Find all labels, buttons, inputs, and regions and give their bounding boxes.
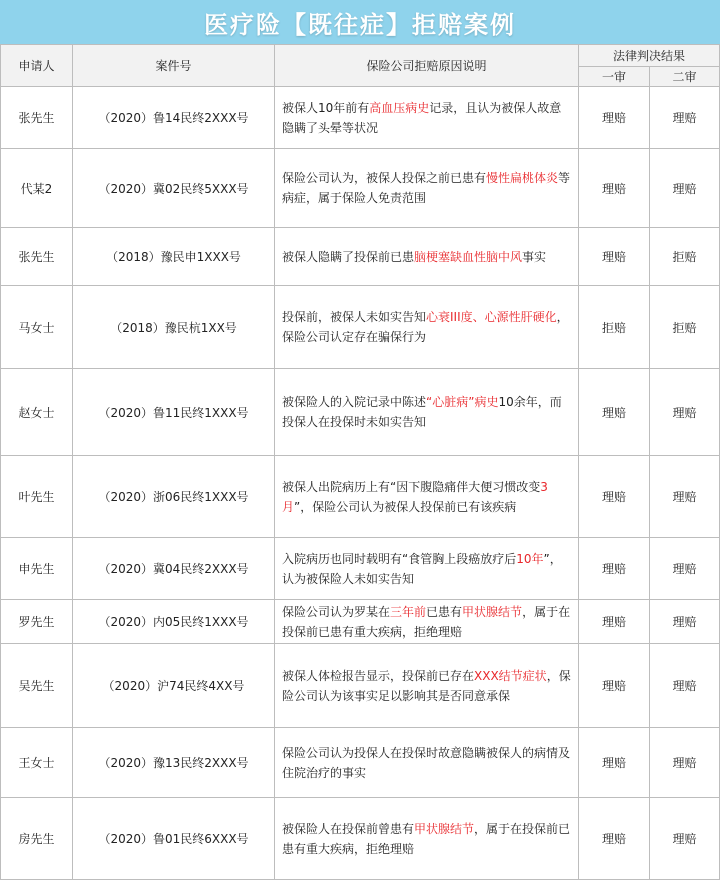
case-number-cell: （2020）鲁01民终6XXX号 xyxy=(73,798,275,880)
table-row xyxy=(1,728,720,798)
reason-text: 被保人出院病历上有“因下腹隐痛伴大便习惯改变 xyxy=(282,479,541,494)
second-instance-cell: 理赔 xyxy=(650,456,720,538)
second-instance-cell: 理赔 xyxy=(650,798,720,880)
reason-cell xyxy=(275,149,579,228)
reason-highlight: 10年 xyxy=(516,551,544,566)
first-instance-cell: 理赔 xyxy=(579,369,650,456)
header-reason: 保险公司拒赔原因说明 xyxy=(275,45,579,87)
table-row xyxy=(1,87,720,149)
applicant-cell: 王女士 xyxy=(1,728,73,798)
case-number-cell: （2020）内05民终1XXX号 xyxy=(73,600,275,644)
reason-text: 保险公司认为罗某在 xyxy=(282,604,391,619)
reason-text: 10余年，而投保人在投保时未如实告知 xyxy=(282,395,562,429)
table-row xyxy=(1,644,720,728)
reason-highlight: 三年前 xyxy=(390,604,427,619)
header-applicant: 申请人 xyxy=(1,45,73,87)
applicant-cell: 吴先生 xyxy=(1,644,73,728)
reason-text: 已患有 xyxy=(426,604,463,619)
reason-highlight: XXX结节症状 xyxy=(474,668,547,683)
reason-highlight: 慢性扁桃体炎 xyxy=(486,171,559,185)
reason-cell xyxy=(275,538,579,600)
case-number-cell: （2020）浙06民终1XXX号 xyxy=(73,456,275,538)
reason-cell xyxy=(275,369,579,456)
table-row xyxy=(1,600,720,644)
reason-cell xyxy=(275,456,579,538)
case-number-cell: （2018）豫民杭1XX号 xyxy=(73,286,275,369)
second-instance-cell: 理赔 xyxy=(650,600,720,644)
first-instance-cell: 理赔 xyxy=(579,87,650,149)
second-instance-cell: 理赔 xyxy=(650,538,720,600)
first-instance-cell: 理赔 xyxy=(579,228,650,286)
table-row xyxy=(1,228,720,286)
reason-text: 事实 xyxy=(522,249,547,264)
reason-text: 保险公司认为投保人在投保时故意隐瞒被保人的病情及住院治疗的事实 xyxy=(282,745,571,780)
reason-text: 记录，且认为被保人故意隐瞒了头晕等状况 xyxy=(282,100,562,135)
case-number-cell: （2020）鲁11民终1XXX号 xyxy=(73,369,275,456)
reason-text: 被保险人的入院记录中陈述 xyxy=(282,395,427,409)
case-number-cell: （2020）鲁14民终2XXX号 xyxy=(73,87,275,149)
reason-text: 被保险人在投保前曾患有 xyxy=(282,821,415,836)
applicant-cell: 代某2 xyxy=(1,149,73,228)
reason-highlight: 甲状腺结节 xyxy=(414,821,475,836)
second-instance-cell: 理赔 xyxy=(650,369,720,456)
first-instance-cell: 拒赔 xyxy=(579,286,650,369)
reason-text: ，保险公司认为该事实足以影响其是否同意承保 xyxy=(282,668,571,703)
reason-cell xyxy=(275,87,579,149)
second-instance-cell: 理赔 xyxy=(650,728,720,798)
applicant-cell: 申先生 xyxy=(1,538,73,600)
reason-highlight: 高血压病史 xyxy=(369,100,430,115)
applicant-cell: 赵女士 xyxy=(1,369,73,456)
reason-cell xyxy=(275,644,579,728)
table-row xyxy=(1,149,720,228)
first-instance-cell: 理赔 xyxy=(579,538,650,600)
reason-highlight: 3月 xyxy=(282,479,548,514)
reason-highlight: 甲状腺结节 xyxy=(462,604,523,619)
reason-cell xyxy=(275,228,579,286)
applicant-cell: 张先生 xyxy=(1,87,73,149)
header-first-instance: 一审 xyxy=(579,67,650,87)
case-number-cell: （2020）冀02民终5XXX号 xyxy=(73,149,275,228)
reason-highlight: “心脏病”病史 xyxy=(426,395,499,409)
table-row xyxy=(1,798,720,880)
reason-cell xyxy=(275,600,579,644)
reason-text: 保险公司认为，被保人投保之前已患有 xyxy=(282,171,487,185)
first-instance-cell: 理赔 xyxy=(579,644,650,728)
title-banner xyxy=(0,0,720,44)
second-instance-cell: 拒赔 xyxy=(650,286,720,369)
case-number-cell: （2020）冀04民终2XXX号 xyxy=(73,538,275,600)
table-row xyxy=(1,456,720,538)
reason-text: 等病症，属于保险人免责范围 xyxy=(282,171,571,205)
reason-highlight: 心衰III度、心源性肝硬化 xyxy=(426,310,557,324)
second-instance-cell: 拒赔 xyxy=(650,228,720,286)
page-title: 医疗险【既往症】拒赔案例 xyxy=(204,10,516,39)
reason-highlight: 脑梗塞缺血性脑中风 xyxy=(414,249,523,264)
reason-cell xyxy=(275,286,579,369)
header-second-instance: 二审 xyxy=(650,67,720,87)
reason-cell xyxy=(275,728,579,798)
header-case-number: 案件号 xyxy=(73,45,275,87)
second-instance-cell: 理赔 xyxy=(650,149,720,228)
reason-text: ，保险公司认定存在骗保行为 xyxy=(282,310,569,344)
applicant-cell: 叶先生 xyxy=(1,456,73,538)
second-instance-cell: 理赔 xyxy=(650,644,720,728)
reason-text: 被保人体检报告显示，投保前已存在 xyxy=(282,668,475,683)
header-judgment: 法律判决结果 xyxy=(579,45,720,67)
reason-text: 被保人10年前有 xyxy=(282,100,370,115)
case-number-cell: （2020）豫13民终2XXX号 xyxy=(73,728,275,798)
applicant-cell: 房先生 xyxy=(1,798,73,880)
reason-text: ”，认为被保险人未如实告知 xyxy=(282,551,562,586)
reason-text: ，属于在投保前已患有重大疾病，拒绝理赔 xyxy=(282,821,571,856)
table-row xyxy=(1,286,720,369)
reason-text: 被保人隐瞒了投保前已患 xyxy=(282,249,415,264)
reason-text: ，属于在投保前已患有重大疾病，拒绝理赔 xyxy=(282,604,571,639)
reason-text: 投保前，被保人未如实告知 xyxy=(282,310,427,324)
reason-text: 入院病历也同时载明有“食管胸上段癌放疗后 xyxy=(282,551,517,566)
applicant-cell: 马女士 xyxy=(1,286,73,369)
second-instance-cell: 理赔 xyxy=(650,87,720,149)
first-instance-cell: 理赔 xyxy=(579,456,650,538)
applicant-cell: 罗先生 xyxy=(1,600,73,644)
table-row xyxy=(1,369,720,456)
applicant-cell: 张先生 xyxy=(1,228,73,286)
first-instance-cell: 理赔 xyxy=(579,149,650,228)
first-instance-cell: 理赔 xyxy=(579,728,650,798)
cases-table xyxy=(0,44,720,880)
reason-text: ”，保险公司认为被保人投保前已有该疾病 xyxy=(294,499,517,514)
reason-cell xyxy=(275,798,579,880)
case-number-cell: （2020）沪74民终4XX号 xyxy=(73,644,275,728)
table-row xyxy=(1,538,720,600)
case-number-cell: （2018）豫民申1XXX号 xyxy=(73,228,275,286)
first-instance-cell: 理赔 xyxy=(579,600,650,644)
first-instance-cell: 理赔 xyxy=(579,798,650,880)
